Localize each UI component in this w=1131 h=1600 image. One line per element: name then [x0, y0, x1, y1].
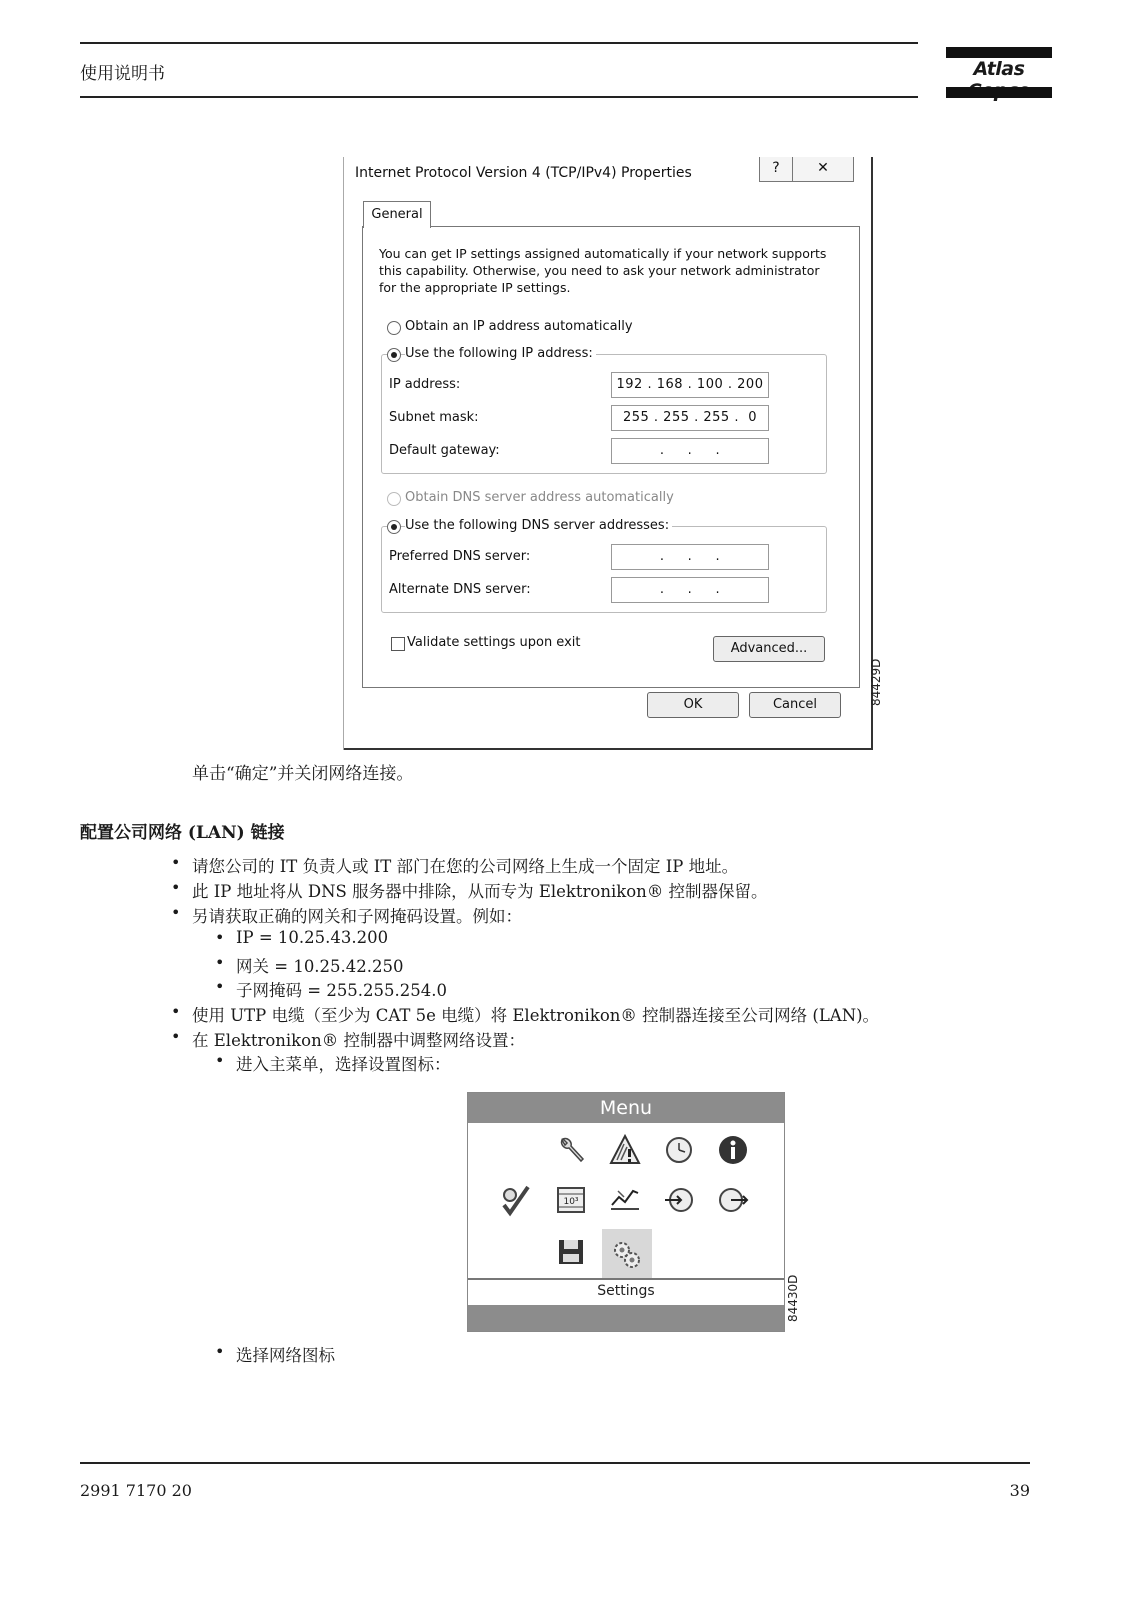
list-item: 在 Elektronikon® 控制器中调整网络设置： — [192, 1031, 525, 1050]
logo-bar-top — [946, 47, 1052, 58]
controller-menu-screen — [467, 1092, 785, 1332]
subnet-mask-field[interactable]: 255 . 255 . 255 . 0 — [611, 405, 769, 431]
output-icon[interactable] — [716, 1183, 750, 1217]
list-item: 请您公司的 IT 负责人或 IT 部门在您的公司网络上生成一个固定 IP 地址。 — [192, 857, 739, 876]
wrench-icon[interactable] — [554, 1133, 588, 1167]
bullet-dot: • — [215, 977, 225, 996]
bullet-dot: • — [215, 928, 225, 947]
bullet-dot: • — [171, 903, 181, 922]
obtain-dns-auto-radio[interactable] — [387, 492, 401, 506]
tab-general[interactable]: General — [363, 201, 431, 228]
dialog-title: Internet Protocol Version 4 (TCP/IPv4) Properties — [355, 165, 692, 181]
use-following-ip-radio[interactable] — [387, 348, 401, 362]
logo-bar-bottom — [946, 87, 1052, 98]
validate-label: Validate settings upon exit — [407, 635, 581, 650]
caption-click-ok: 单击“确定”并关闭网络连接。 — [192, 764, 414, 784]
use-following-ip-label: Use the following IP address: — [405, 346, 596, 361]
use-following-dns-label: Use the following DNS server addresses: — [405, 518, 672, 533]
alternate-dns-label: Alternate DNS server: — [389, 582, 531, 597]
bullet-dot: • — [215, 1051, 225, 1070]
dialog-left-edge — [343, 157, 344, 750]
bullet-dot: • — [171, 1002, 181, 1021]
figure-id-menu: 84430D — [786, 1274, 800, 1322]
preferred-dns-field[interactable]: . . . — [611, 544, 769, 570]
ok-button[interactable]: OK — [647, 692, 739, 718]
header-bottom-rule — [80, 96, 918, 98]
dialog-description: You can get IP settings assigned automatically if your network supports this capability. Otherwise, you need to ask your network administrator for the appropriate IP settings. — [379, 246, 827, 295]
list-item: 另请获取正确的网关和子网掩码设置。例如： — [192, 907, 522, 926]
list-item: 选择网络图标 — [236, 1346, 335, 1365]
bullet-dot: • — [215, 953, 225, 972]
header-title: 使用说明书 — [80, 64, 165, 84]
input-icon[interactable] — [662, 1183, 696, 1217]
default-gateway-field[interactable]: . . . — [611, 438, 769, 464]
cancel-button[interactable]: Cancel — [749, 692, 841, 718]
close-button[interactable]: ✕ — [792, 157, 854, 182]
list-item: IP = 10.25.43.200 — [236, 928, 389, 947]
bullet-dot: • — [215, 1342, 225, 1361]
use-following-dns-radio[interactable] — [387, 520, 401, 534]
menu-footer-bar — [468, 1305, 784, 1331]
ip-address-label: IP address: — [389, 377, 461, 392]
brand-logo: Atlas — [973, 58, 1025, 80]
help-button[interactable]: ? — [759, 157, 793, 182]
service-check-icon[interactable] — [498, 1183, 532, 1217]
section-title: 配置公司网络 (LAN) 链接 — [80, 823, 285, 843]
obtain-ip-auto-radio[interactable] — [387, 321, 401, 335]
ipv4-properties-dialog — [343, 157, 873, 750]
menu-title: Menu — [468, 1093, 784, 1123]
advanced-button[interactable]: Advanced... — [713, 636, 825, 662]
ip-address-field[interactable]: 192 . 168 . 100 . 200 — [611, 372, 769, 398]
bullet-dot: • — [171, 1027, 181, 1046]
footer-rule — [80, 1462, 1030, 1464]
settings-gears-icon[interactable] — [610, 1237, 644, 1271]
list-item: 进入主菜单，选择设置图标： — [236, 1055, 451, 1074]
list-item: 子网掩码 = 255.255.254.0 — [236, 981, 448, 1000]
list-item: 此 IP 地址将从 DNS 服务器中排除，从而专为 Elektronikon® 控制器保留。 — [192, 882, 768, 901]
svg-text:10³: 10³ — [563, 1197, 579, 1207]
info-icon[interactable] — [716, 1133, 750, 1167]
list-item: 网关 = 10.25.42.250 — [236, 957, 404, 976]
warning-icon[interactable] — [608, 1133, 642, 1167]
bullet-dot: • — [171, 878, 181, 897]
clock-icon[interactable] — [662, 1133, 696, 1167]
document-code: 2991 7170 20 — [80, 1481, 192, 1500]
bullet-dot: • — [171, 853, 181, 872]
save-icon[interactable] — [554, 1235, 588, 1269]
selected-item-label: Settings — [597, 1283, 655, 1299]
validate-checkbox[interactable] — [391, 637, 405, 651]
obtain-ip-auto-label: Obtain an IP address automatically — [405, 319, 636, 334]
subnet-mask-label: Subnet mask: — [389, 410, 479, 425]
trend-icon[interactable] — [608, 1183, 642, 1217]
counters-icon[interactable] — [554, 1183, 588, 1217]
alternate-dns-field[interactable]: . . . — [611, 577, 769, 603]
figure-id-dialog: 84429D — [869, 658, 883, 706]
obtain-dns-auto-label: Obtain DNS server address automatically — [405, 490, 677, 505]
header-top-rule — [80, 42, 918, 44]
list-item: 使用 UTP 电缆（至少为 CAT 5e 电缆）将 Elektronikon® 控制器连接至公司网络 (LAN)。 — [192, 1006, 880, 1025]
page-number: 39 — [1009, 1481, 1030, 1500]
menu-separator — [468, 1278, 784, 1280]
default-gateway-label: Default gateway: — [389, 443, 500, 458]
preferred-dns-label: Preferred DNS server: — [389, 549, 531, 564]
